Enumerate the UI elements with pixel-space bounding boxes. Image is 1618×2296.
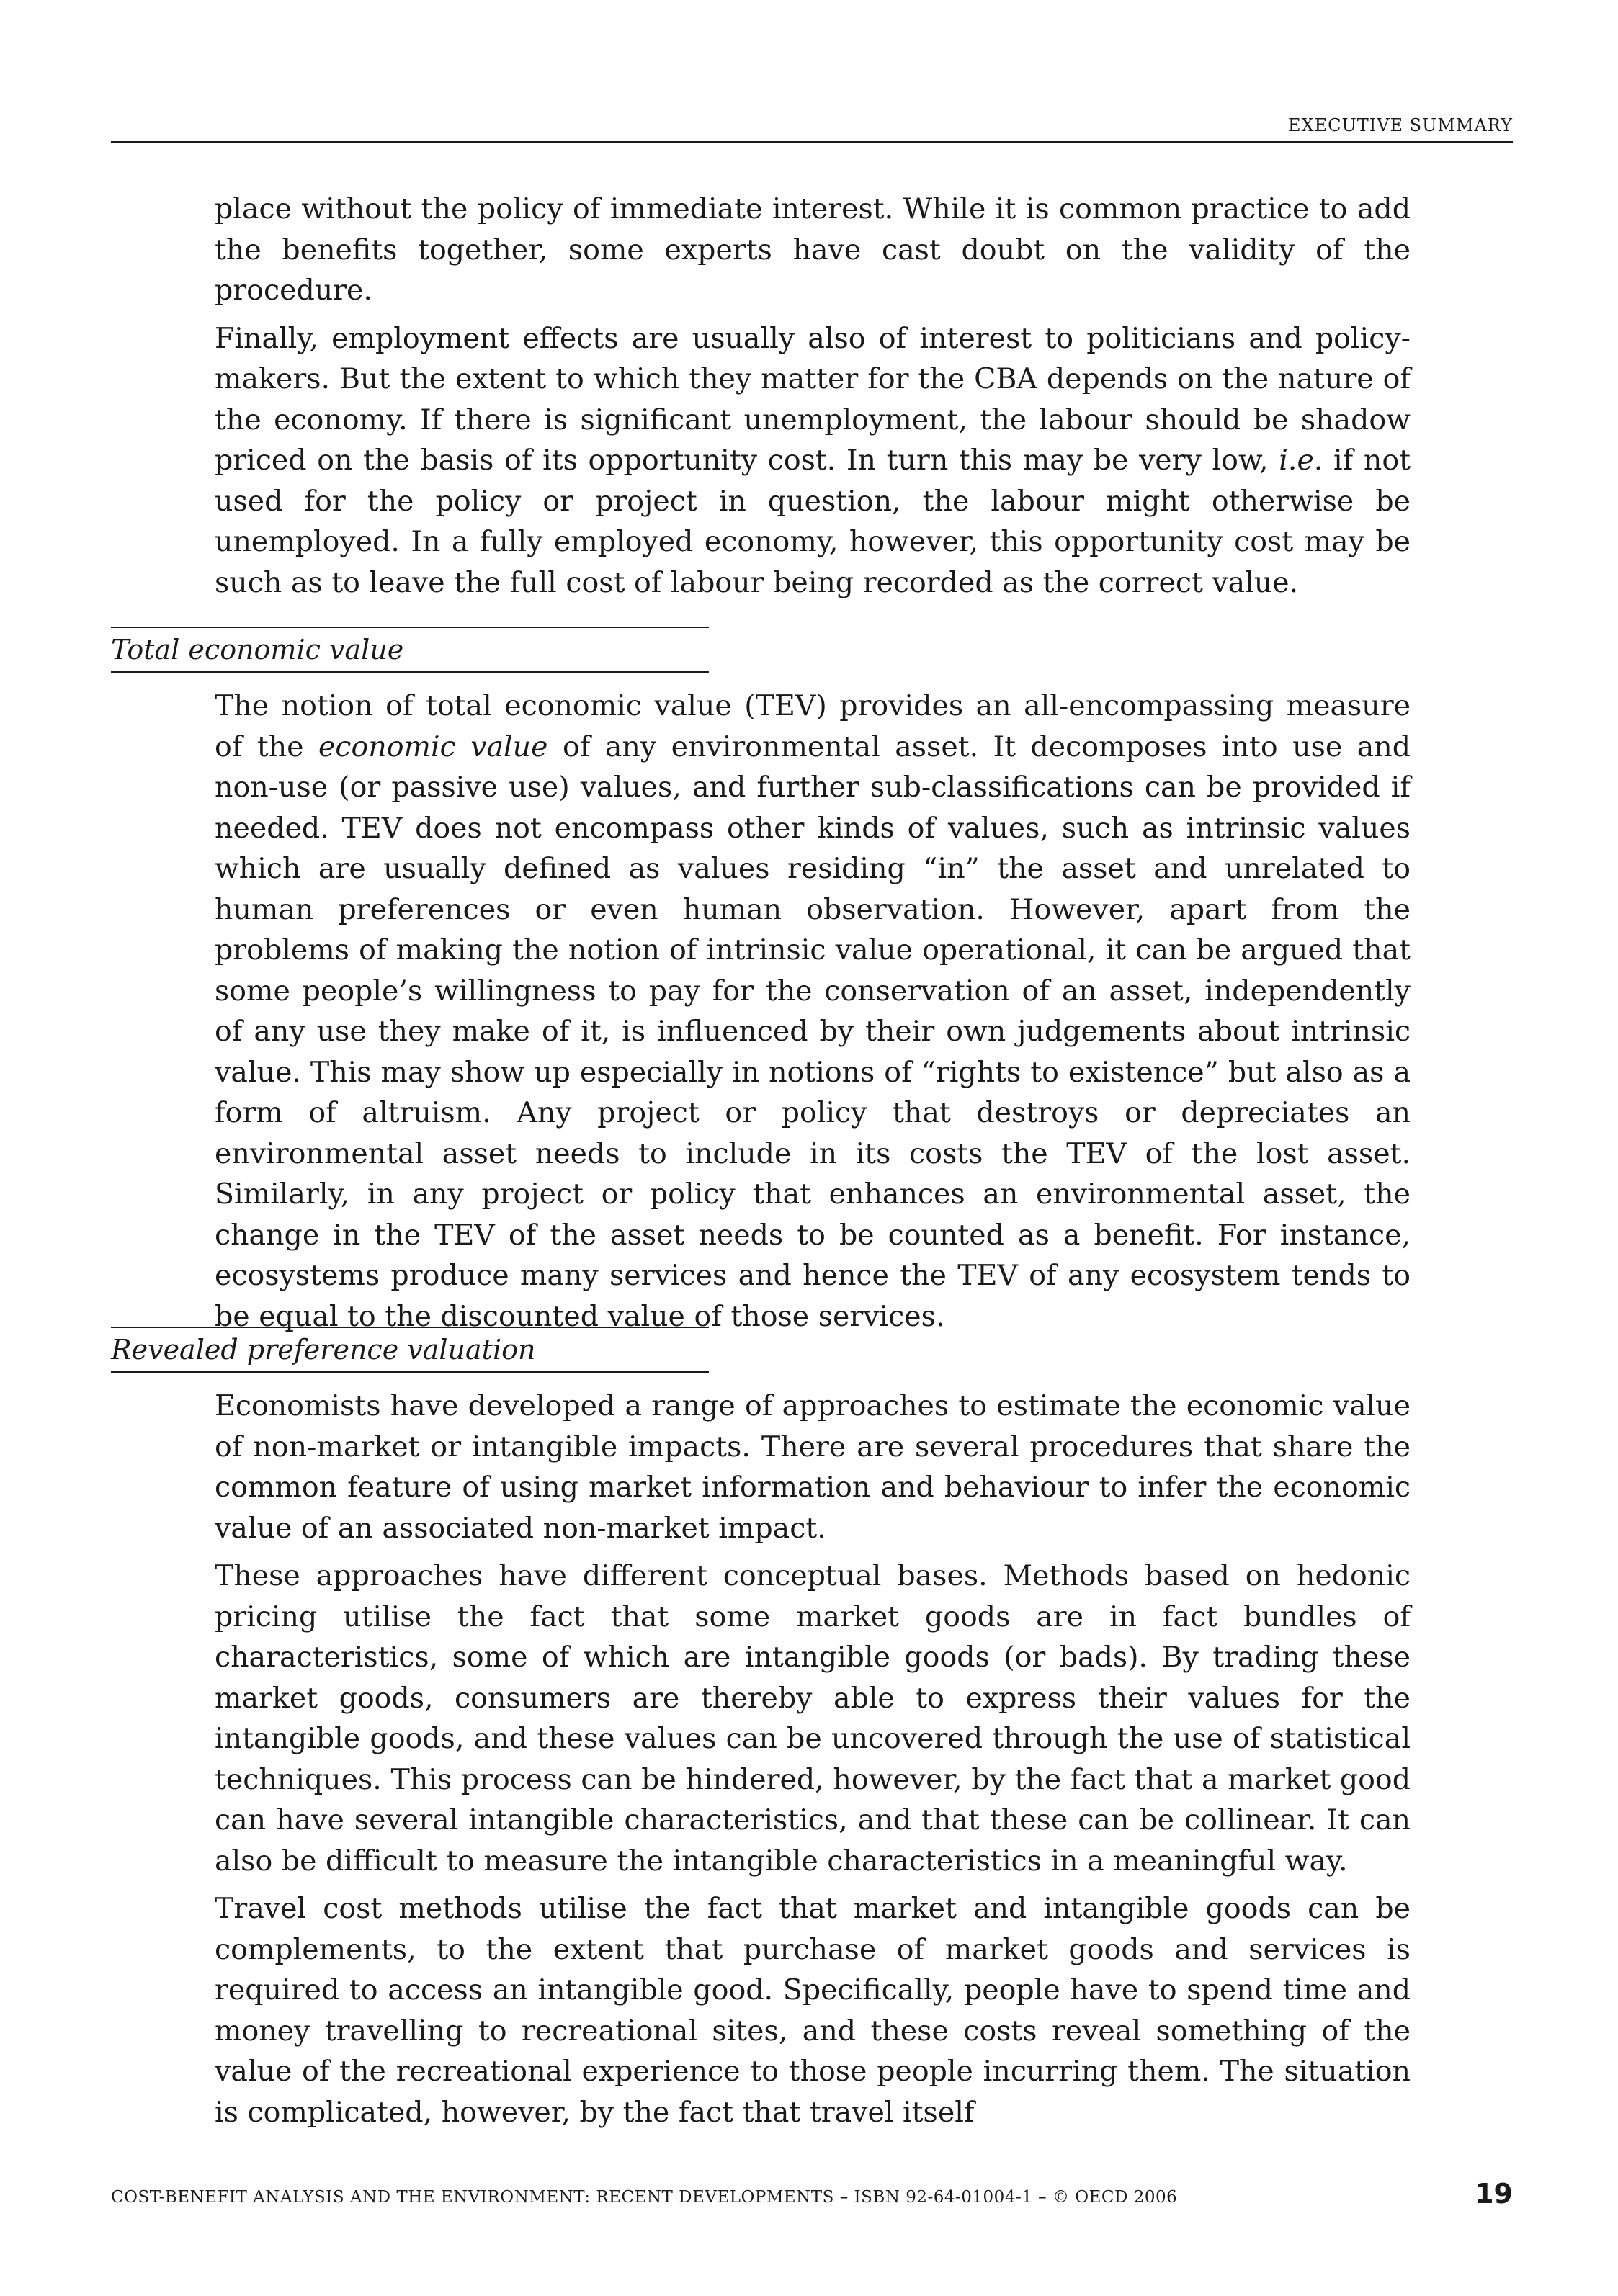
page-number: 19 — [1475, 2178, 1513, 2210]
paragraph: Economists have developed a range of approaches to estimate the economic value of non-market or intangible impacts. There are several procedures that share the common feature of using market information and behaviour to infer the economic value of an associated non-market impact. — [215, 1389, 1411, 1545]
emphasis: economic value — [318, 730, 548, 763]
emphasis: i.e. — [1279, 444, 1323, 477]
paragraph — [215, 318, 1411, 604]
section-heading-revealed — [111, 1327, 709, 1373]
paragraph: place without the policy of immediate interest. While it is common practice to add the benefits together, some experts have cast doubt on the validity of the procedure. — [215, 192, 1411, 307]
section-heading-label: Revealed preference valuation — [111, 1334, 536, 1366]
section-heading-tev — [111, 627, 709, 673]
footer-text: COST-BENEFIT ANALYSIS AND THE ENVIRONMENT: RECENT DEVELOPMENTS – ISBN 92-64-01004-1 – © OECD 2006 — [111, 2188, 1178, 2207]
text-span: of any environmental asset. It decomposes into use and non-use (or passive use) values, and further sub-classifications can be provided if needed. TEV does not encompass other kinds of values, such as intrinsic values which are usually defined as values residing “in” the asset and unrelated to human preferences or even human observation. However, apart from the problems of making the notion of intrinsic value operational, it can be argued that some people’s willingness to pay for the conservation of an asset, independently of any use they make of it, is influenced by their own judgements about intrinsic value. This may show up especially in notions of “rights to existence” but also as a form of altruism. Any project or policy that destroys or depreciates an environmental asset needs to include in its costs the TEV of the lost asset. Similarly, in any project or policy that enhances an environmental asset, the change in the TEV of the asset needs to be counted as a benefit. For instance, ecosystems produce many services and hence the TEV of any ecosystem tends to be equal to the discounted value of those services. — [215, 730, 1411, 1333]
revealed-text-block — [215, 1386, 1411, 2140]
paragraph: These approaches have different conceptual bases. Methods based on hedonic pricing utilise the fact that some market goods are in fact bundles of characteristics, some of which are intangible goods (or bads). By trading these market goods, consumers are thereby able to express their values for the intangible goods, and these values can be uncovered through the use of statistical techniques. This process can be hindered, however, by the fact that a market good can have several intangible characteristics, and that these can be collinear. It can also be difficult to measure the intangible characteristics in a meaningful way. — [215, 1559, 1411, 1878]
running-head: EXECUTIVE SUMMARY — [1287, 115, 1513, 135]
text-span: Finally, employment effects are usually also of interest to politicians and policy-makers. But the extent to which they matter for the CBA depends on the nature of the economy. If there is significant unemployment, the labour should be shadow priced on the basis of its opportunity cost. In turn this may be very low, — [215, 321, 1411, 477]
section-heading-label: Total economic value — [111, 634, 404, 665]
header-rule — [111, 141, 1513, 143]
text-span: if not used for the policy or project in question, the labour might otherwise be unemployed. In a fully employed economy, however, this opportunity cost may be such as to leave the full cost of labour being recorded as the correct value. — [215, 444, 1411, 599]
paragraph — [215, 686, 1411, 1337]
tev-text-block — [215, 686, 1411, 1344]
intro-text-block — [215, 189, 1411, 610]
text-span: The notion of total economic value (TEV) provides an all-encompassing measure of the — [215, 689, 1411, 763]
paragraph: Travel cost methods utilise the fact that market and intangible goods can be complements, to the extent that purchase of market goods and services is required to access an intangible good. Specifically, people have to spend time and money travelling to recreational sites, and these costs reveal something of the value of the recreational experience to those people incurring them. The situation is complicated, however, by the fact that travel itself — [215, 1892, 1411, 2129]
